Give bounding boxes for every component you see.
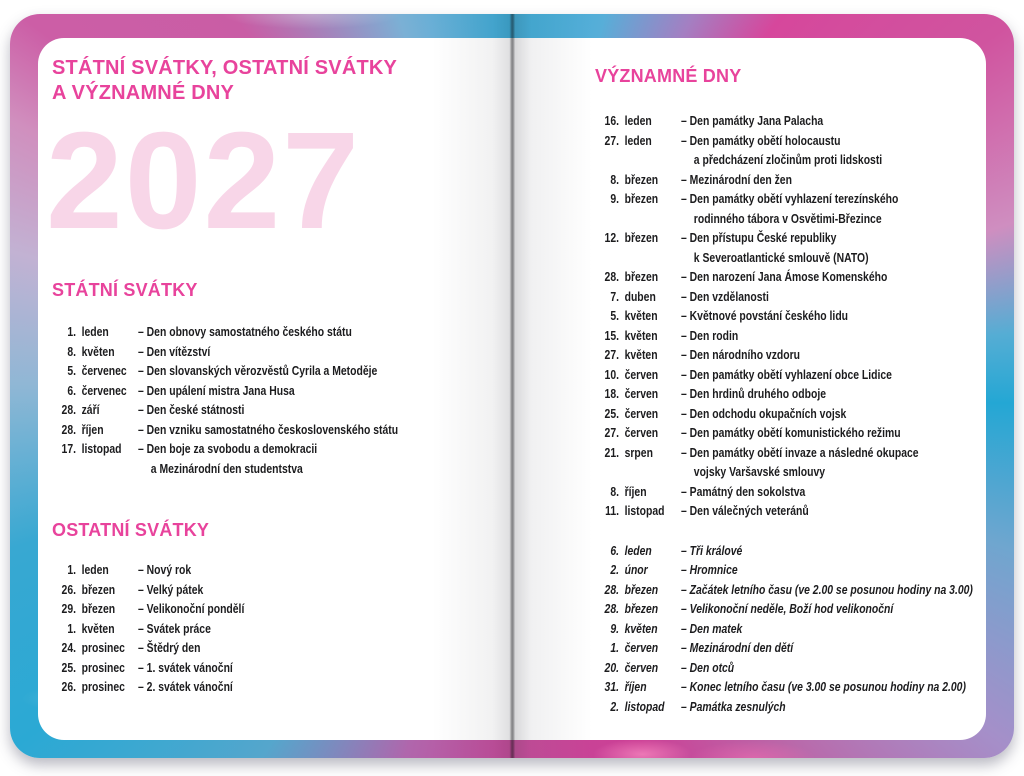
- entry-description: [681, 345, 997, 365]
- entry-description: [681, 619, 997, 639]
- significant-days-group: [595, 111, 997, 521]
- entry-description: [138, 381, 488, 401]
- entry-line: – Mezinárodní den žen: [681, 171, 792, 187]
- date-month: květen: [624, 327, 658, 343]
- entry-description: [681, 599, 997, 619]
- holiday-row: [595, 228, 997, 267]
- entry-description: [681, 111, 997, 131]
- date-day: 27.: [604, 132, 619, 148]
- holiday-row: [52, 677, 488, 697]
- holiday-row: [52, 342, 488, 362]
- date-day: 9.: [610, 620, 619, 636]
- entry-line: – Den vítězství: [138, 343, 211, 359]
- date-day: 6.: [610, 542, 619, 558]
- entry-description: [138, 560, 488, 580]
- date-day: 16.: [604, 113, 619, 128]
- holiday-row: [52, 658, 488, 678]
- holiday-row: [595, 287, 997, 307]
- date-month: březen: [624, 230, 659, 245]
- date-month: listopad: [81, 441, 122, 456]
- entry-description: [681, 580, 997, 600]
- date-day: 28.: [604, 601, 619, 616]
- date-month: květen: [624, 308, 658, 323]
- date-day: 8.: [67, 343, 76, 359]
- entry-description: [138, 599, 488, 619]
- date-day: 12.: [604, 230, 619, 245]
- entry-line: – Štědrý den: [138, 640, 201, 655]
- entry-line: – Den české státnosti: [138, 402, 245, 417]
- date-month: prosinec: [81, 640, 125, 655]
- date-month: březen: [81, 581, 116, 597]
- date-month: březen: [624, 191, 659, 206]
- entry-description: [138, 400, 488, 420]
- entry-line: – Konec letního času (ve 3.00 se posunou hodiny na 2.00): [681, 679, 966, 694]
- holiday-row: [52, 560, 488, 580]
- entry-description: [681, 326, 997, 346]
- entry-line: – Den památky obětí vyhlazení terezínského: [681, 191, 899, 206]
- date-month: červen: [624, 659, 659, 675]
- holiday-row: [52, 400, 488, 420]
- date-day: 15.: [604, 327, 619, 343]
- entry-description: [681, 677, 997, 697]
- date-month: leden: [624, 113, 652, 128]
- date-day: 25.: [61, 659, 76, 675]
- holiday-row: [595, 697, 997, 717]
- entry-description: [681, 189, 997, 228]
- date-month: říjen: [81, 421, 104, 437]
- entry-line: – Mezinárodní den dětí: [681, 640, 794, 655]
- date-month: červen: [624, 386, 659, 401]
- holiday-row: [595, 638, 997, 658]
- date-day: 27.: [604, 347, 619, 362]
- entry-line: – Velký pátek: [138, 581, 204, 597]
- date-month: červen: [624, 640, 659, 655]
- entry-description: [681, 384, 997, 404]
- entry-line: – Květnové povstání českého lidu: [681, 308, 849, 323]
- entry-line: – Den rodin: [681, 327, 739, 343]
- date-day: 5.: [67, 363, 76, 378]
- entry-line: – Začátek letního času (ve 2.00 se posunou hodiny na 3.00): [681, 581, 973, 597]
- date-day: 1.: [67, 620, 76, 636]
- date-month: září: [81, 402, 100, 417]
- entry-description: [138, 677, 488, 697]
- entry-description: [681, 306, 997, 326]
- section-heading-ostatni-svatky: OSTATNÍ SVÁTKY: [52, 520, 210, 540]
- date-day: 28.: [61, 402, 76, 417]
- other-holidays-list: [52, 560, 488, 697]
- significant-days-list: [595, 111, 997, 716]
- date-day: 29.: [61, 601, 76, 616]
- entry-description: [138, 658, 488, 678]
- date-day: 28.: [604, 269, 619, 284]
- entry-line: – 2. svátek vánoční: [138, 679, 233, 694]
- entry-description: [681, 560, 997, 580]
- holiday-row: [595, 658, 997, 678]
- date-month: prosinec: [81, 679, 125, 694]
- holiday-row: [595, 560, 997, 580]
- state-holidays-list: [52, 322, 488, 478]
- date-day: 11.: [605, 503, 619, 518]
- holiday-row: [595, 677, 997, 697]
- entry-description: [681, 365, 997, 385]
- date-day: 2.: [610, 562, 619, 577]
- holiday-row: [595, 170, 997, 190]
- holiday-row: [595, 111, 997, 131]
- date-month: červenec: [81, 382, 127, 398]
- date-day: 5.: [610, 308, 619, 323]
- entry-line-continued: vojsky Varšavské smlouvy: [693, 464, 826, 479]
- entry-line: – Den upálení mistra Jana Husa: [138, 382, 295, 398]
- holiday-row: [595, 345, 997, 365]
- entry-description: [138, 439, 488, 478]
- date-day: 20.: [604, 659, 619, 675]
- entry-description: [681, 482, 997, 502]
- entry-description: [681, 267, 997, 287]
- date-month: leden: [624, 132, 652, 148]
- holiday-row: [52, 439, 488, 478]
- entry-line: – Den hrdinů druhého odboje: [681, 386, 827, 401]
- holiday-row: [595, 541, 997, 561]
- holiday-row: [595, 326, 997, 346]
- holiday-row: [52, 322, 488, 342]
- entry-line: – Den boje za svobodu a demokracii: [138, 441, 318, 456]
- page-title: [52, 56, 397, 106]
- entry-line-continued: a předcházení zločinům proti lidskosti: [693, 152, 883, 167]
- left-page: [46, 38, 488, 740]
- entry-line: – Velikonoční pondělí: [138, 601, 245, 616]
- holiday-row: [595, 404, 997, 424]
- entry-line: – Den slovanských věrozvěstů Cyrila a Metoděje: [138, 363, 378, 378]
- date-month: duben: [624, 288, 656, 304]
- entry-description: [138, 619, 488, 639]
- entry-description: [138, 342, 488, 362]
- date-day: 28.: [61, 421, 76, 437]
- entry-line: – Den památky obětí invaze a následné okupace: [681, 444, 919, 460]
- date-month: říjen: [624, 679, 647, 694]
- entry-description: [681, 170, 997, 190]
- entry-line: – Velikonoční neděle, Boží hod velikonoční: [681, 601, 894, 616]
- date-month: březen: [624, 269, 659, 284]
- holiday-row: [595, 189, 997, 228]
- holiday-row: [52, 599, 488, 619]
- date-month: květen: [624, 347, 658, 362]
- holiday-row: [595, 482, 997, 502]
- date-month: červen: [624, 366, 659, 382]
- entry-description: [681, 423, 997, 443]
- entry-description: [138, 322, 488, 342]
- entry-line: – Den matek: [681, 620, 743, 636]
- entry-line: – Památka zesnulých: [681, 698, 786, 714]
- entry-line: – Den památky Jana Palacha: [681, 113, 824, 128]
- date-month: říjen: [624, 483, 647, 499]
- entry-line: – Den narození Jana Ámose Komenského: [681, 269, 888, 284]
- date-month: červen: [624, 425, 659, 440]
- entry-description: [138, 580, 488, 600]
- entry-line: – Den památky obětí komunistického režimu: [681, 425, 901, 440]
- date-day: 26.: [61, 679, 76, 694]
- entry-line: – Den vzdělanosti: [681, 288, 769, 304]
- date-month: prosinec: [81, 659, 125, 675]
- entry-description: [681, 697, 997, 717]
- date-month: listopad: [624, 503, 665, 518]
- holiday-row: [595, 365, 997, 385]
- year-watermark: 2027: [46, 104, 361, 258]
- date-month: leden: [81, 562, 109, 577]
- date-day: 24.: [61, 640, 76, 655]
- date-day: 2.: [610, 698, 619, 714]
- entry-line: – Památný den sokolstva: [681, 483, 806, 499]
- folk-days-group: [595, 541, 997, 717]
- entry-line: – Den památky obětí holocaustu: [681, 132, 841, 148]
- holiday-row: [595, 306, 997, 326]
- entry-line: – Den obnovy samostatného českého státu: [138, 324, 352, 339]
- entry-description: [138, 420, 488, 440]
- date-month: květen: [81, 620, 115, 636]
- entry-line: – Den otců: [681, 659, 735, 675]
- date-day: 10.: [604, 366, 619, 382]
- date-month: leden: [81, 324, 109, 339]
- entry-description: [138, 638, 488, 658]
- date-day: 6.: [67, 382, 76, 398]
- date-month: listopad: [624, 698, 665, 714]
- entry-description: [681, 658, 997, 678]
- page-title-line2: A VÝZNAMNÉ DNY: [52, 82, 235, 104]
- right-page: [595, 38, 997, 740]
- date-day: 28.: [604, 581, 619, 597]
- holiday-row: [595, 619, 997, 639]
- date-month: březen: [624, 601, 659, 616]
- date-day: 18.: [604, 386, 619, 401]
- entry-line-continued: rodinného tábora v Osvětimi-Březince: [693, 210, 882, 226]
- entry-line: – Tři králové: [681, 542, 743, 558]
- entry-description: [681, 228, 997, 267]
- date-day: 25.: [604, 405, 619, 421]
- page-title-line1: STÁTNÍ SVÁTKY, OSTATNÍ SVÁTKY: [52, 57, 398, 79]
- holiday-row: [595, 267, 997, 287]
- holiday-row: [52, 638, 488, 658]
- entry-line: – Den národního vzdoru: [681, 347, 801, 362]
- date-month: březen: [624, 171, 659, 187]
- date-day: 17.: [61, 441, 76, 456]
- holiday-row: [595, 501, 997, 521]
- entry-line-continued: a Mezinárodní den studentstva: [150, 460, 303, 476]
- date-month: únor: [624, 562, 648, 577]
- date-month: květen: [624, 620, 658, 636]
- section-heading-statni-svatky: STÁTNÍ SVÁTKY: [52, 280, 198, 300]
- holiday-row: [595, 384, 997, 404]
- entry-line: – Svátek práce: [138, 620, 211, 636]
- entry-line-continued: k Severoatlantické smlouvě (NATO): [693, 249, 869, 265]
- holiday-row: [595, 599, 997, 619]
- entry-description: [138, 361, 488, 381]
- date-month: červenec: [81, 363, 127, 378]
- diary-cover: [10, 14, 1014, 758]
- entry-description: [681, 131, 997, 170]
- holiday-row: [52, 420, 488, 440]
- holiday-row: [595, 423, 997, 443]
- date-month: květen: [81, 343, 115, 359]
- date-day: 8.: [610, 171, 619, 187]
- holiday-row: [595, 580, 997, 600]
- date-day: 1.: [67, 562, 76, 577]
- date-day: 1.: [610, 640, 619, 655]
- date-month: červen: [624, 405, 659, 421]
- holiday-row: [52, 619, 488, 639]
- entry-line: – Den přístupu České republiky: [681, 230, 837, 245]
- entry-description: [681, 443, 997, 482]
- date-day: 26.: [61, 581, 76, 597]
- entry-line: – Den odchodu okupačních vojsk: [681, 405, 847, 421]
- entry-description: [681, 287, 997, 307]
- date-day: 7.: [610, 288, 619, 304]
- date-day: 31.: [604, 679, 619, 694]
- date-day: 21.: [604, 444, 619, 460]
- entry-line: – Nový rok: [138, 562, 192, 577]
- date-day: 8.: [610, 483, 619, 499]
- date-month: leden: [624, 542, 652, 558]
- date-day: 9.: [610, 191, 619, 206]
- date-day: 27.: [604, 425, 619, 440]
- holiday-row: [52, 381, 488, 401]
- page-spread: [38, 38, 986, 740]
- date-month: srpen: [624, 444, 653, 460]
- entry-line: – Den památky obětí vyhlazení obce Lidice: [681, 366, 892, 382]
- section-heading-vyznamne-dny: VÝZNAMNÉ DNY: [595, 66, 742, 86]
- entry-description: [681, 541, 997, 561]
- entry-line: – Den válečných veteránů: [681, 503, 809, 518]
- holiday-row: [595, 131, 997, 170]
- date-day: 1.: [67, 324, 76, 339]
- entry-description: [681, 501, 997, 521]
- entry-description: [681, 638, 997, 658]
- entry-line: – Hromnice: [681, 562, 738, 577]
- entry-description: [681, 404, 997, 424]
- date-month: březen: [624, 581, 659, 597]
- holiday-row: [595, 443, 997, 482]
- holiday-row: [52, 361, 488, 381]
- holiday-row: [52, 580, 488, 600]
- entry-line: – 1. svátek vánoční: [138, 659, 233, 675]
- entry-line: – Den vzniku samostatného československého státu: [138, 421, 399, 437]
- date-month: březen: [81, 601, 116, 616]
